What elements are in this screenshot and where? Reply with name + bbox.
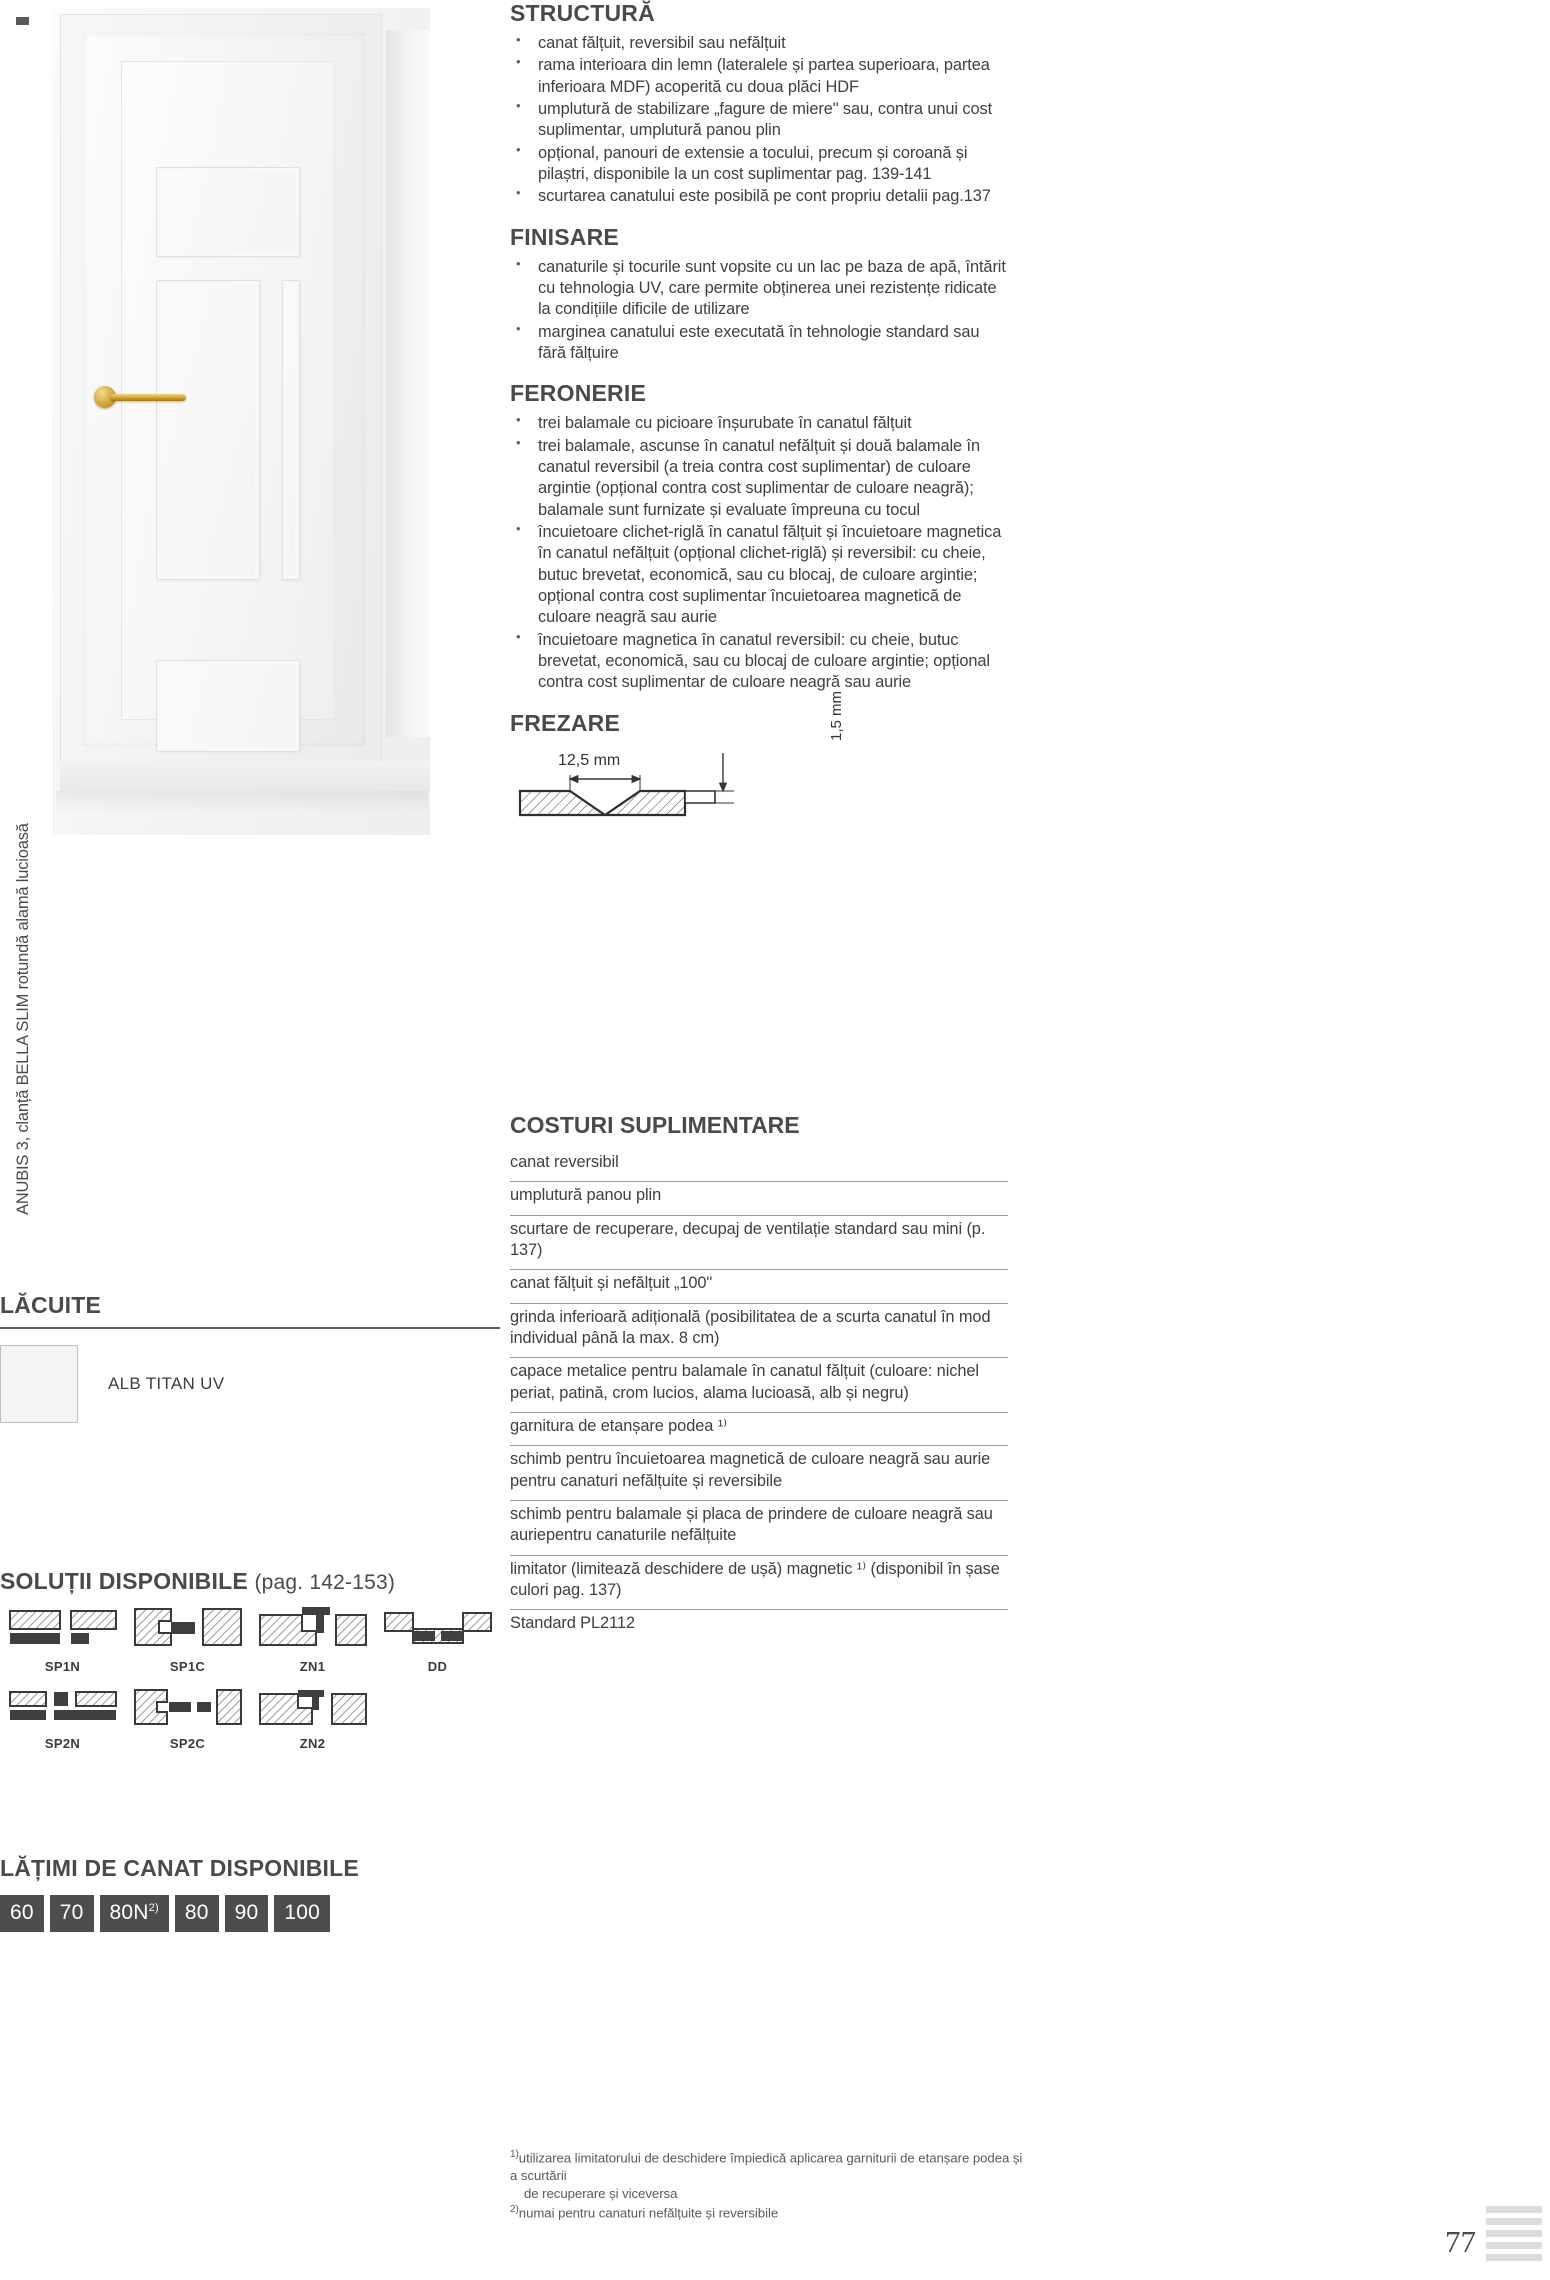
product-caption: ANUBIS 3, clanță BELLA SLIM rotundă alamă lucioasă bbox=[14, 823, 32, 1215]
door-product-photo bbox=[52, 8, 430, 835]
width-badge[interactable] bbox=[175, 1895, 219, 1932]
table-row: scurtare de recuperare, decupaj de ventilație standard sau mini (p. 137) bbox=[510, 1216, 1008, 1271]
solutie-DD[interactable] bbox=[375, 1605, 500, 1674]
table-row: capace metalice pentru balamale în canatul fălțuit (culoare: nichel periat, patină, crom lucios, alama lucioasă, alb și negru) bbox=[510, 1358, 1008, 1413]
finisare-list bbox=[510, 257, 1010, 365]
solutie-label: ZN2 bbox=[299, 1736, 326, 1751]
door-shadow bbox=[56, 791, 428, 813]
footnote-marker: 2) bbox=[510, 2203, 519, 2215]
footnote-text: numai pentru canaturi nefălțuite și reversibile bbox=[518, 2205, 779, 2221]
list-item: • trei balamale cu picioare înșurubate în canatul fălțuit bbox=[510, 413, 1010, 434]
footnotes bbox=[510, 2148, 1030, 2222]
list-item: • rama interioara din lemn (lateralele și partea superioara, partea inferioara MDF) acoperită cu doua plăci HDF bbox=[510, 55, 1010, 98]
solutie-label: ZN1 bbox=[299, 1659, 326, 1674]
width-value: 60 bbox=[10, 1901, 34, 1924]
width-badge[interactable] bbox=[50, 1895, 94, 1932]
width-badges bbox=[0, 1895, 330, 1932]
door-panel-mid-left bbox=[156, 280, 260, 580]
zn1-diagram-icon bbox=[258, 1605, 368, 1657]
solutie-SP2N[interactable] bbox=[0, 1688, 125, 1751]
list-item: • marginea canatului este executată în tehnologie standard sau fără fălțuire bbox=[510, 322, 1010, 365]
lacuite-section bbox=[0, 1292, 500, 1329]
solutie-ZN1[interactable] bbox=[250, 1605, 375, 1674]
frezare-horizontal-dim: 12,5 mm bbox=[558, 751, 621, 769]
door-panel-top bbox=[156, 167, 300, 257]
footnote-1 bbox=[510, 2148, 1030, 2203]
footnote-2 bbox=[510, 2203, 1030, 2222]
door-panel-mid-right bbox=[282, 280, 300, 580]
solutie-SP1C[interactable] bbox=[125, 1605, 250, 1674]
width-value: 80N bbox=[109, 1901, 149, 1924]
solutie-label: SP1C bbox=[169, 1659, 206, 1674]
sp2c-diagram-icon bbox=[133, 1688, 243, 1734]
table-row: Standard PL2112 bbox=[510, 1614, 635, 1633]
solutii-row-1 bbox=[0, 1605, 500, 1674]
solutie-label: SP2C bbox=[169, 1736, 206, 1751]
lacuite-heading: LĂCUITE bbox=[0, 1292, 102, 1318]
table-row: umplutură panou plin bbox=[510, 1182, 1008, 1215]
door-base bbox=[60, 761, 430, 791]
width-value: 70 bbox=[59, 1901, 84, 1924]
door-right-edge bbox=[386, 30, 430, 737]
frezare-heading: FREZARE bbox=[510, 709, 621, 736]
width-value: 100 bbox=[284, 1901, 321, 1924]
table-row: canat fălțuit și nefălțuit „100" bbox=[510, 1270, 1008, 1303]
frezare-profile-icon bbox=[510, 743, 750, 848]
page-edge-stripes-icon bbox=[1486, 2206, 1542, 2266]
list-item: • încuietoare clichet-riglă în canatul fălțuit și încuietoare magnetica în canatul nefălțuit (opțional clichet-riglă) și reversibil: cu cheie, butuc brevetat, economică, sau cu blocaj, de culoare argintie; opțional contra cost suplimentar încuietoarea magnetică de culoare neagră sau aurie bbox=[510, 522, 1010, 629]
solutie-ZN2[interactable] bbox=[250, 1688, 375, 1751]
solutii-heading-main: SOLUȚII DISPONIBILE bbox=[0, 1568, 248, 1594]
solutii-row-2 bbox=[0, 1688, 500, 1751]
left-column bbox=[0, 0, 500, 2280]
table-row: grinda inferioară adițională (posibilitatea de a scurta canatul în mod individual până la max. 8 cm) bbox=[510, 1304, 1008, 1359]
solutie-SP2C[interactable] bbox=[125, 1688, 250, 1751]
solutie-label: DD bbox=[427, 1659, 448, 1674]
zn2-diagram-icon bbox=[258, 1688, 368, 1734]
sp1c-diagram-icon bbox=[133, 1605, 243, 1657]
table-row: schimb pentru balamale și placa de prindere de culoare neagră sau auriepentru canaturile nefălțuite bbox=[510, 1501, 1008, 1556]
list-item: • trei balamale, ascunse în canatul nefălțuit și două balamale în canatul reversibil (a treia contra cost suplimentar) de culoare argintie (opțional contra cost suplimentar de culoare neagră); balamale sunt furnizate și evaluate împreuna cu tocul bbox=[510, 436, 1010, 521]
feronerie-list bbox=[510, 413, 1010, 693]
width-value: 80 bbox=[184, 1901, 209, 1924]
dd-diagram-icon bbox=[383, 1605, 493, 1657]
list-item: • canaturile și tocurile sunt vopsite cu un lac pe baza de apă, întărit cu tehnologia UV, care permite obținerea unei rezistențe ridicate la condițiile dificile de utilizare bbox=[510, 257, 1010, 321]
solutii-section bbox=[0, 1568, 500, 1595]
structura-list bbox=[510, 33, 1010, 208]
list-item: • încuietoare magnetica în canatul reversibil: cu cheie, butuc brevetat, economică, sau cu blocaj de culoare argintie; opțional contra cost suplimentar de culoare neagră sau aurie bbox=[510, 630, 1010, 694]
width-badge[interactable] bbox=[0, 1895, 44, 1932]
door-leaf bbox=[121, 61, 335, 720]
list-item: • umplutură de stabilizare „fagure de miere" sau, contra unui cost suplimentar, umplutură panou plin bbox=[510, 99, 1010, 142]
swatch-row bbox=[0, 1345, 224, 1423]
table-row: schimb pentru încuietoarea magnetică de culoare neagră sau aurie pentru canaturi nefălțuite și reversibile bbox=[510, 1446, 1008, 1501]
solutie-label: SP2N bbox=[44, 1736, 81, 1751]
color-swatch-alb-titan-uv[interactable] bbox=[0, 1345, 78, 1423]
table-row: limitator (limitează deschidere de ușă) magnetic ¹⁾ (disponibil în șase culori pag. 137) bbox=[510, 1556, 1008, 1611]
sp2n-diagram-icon bbox=[8, 1688, 118, 1734]
page-number: 77 bbox=[1445, 2224, 1476, 2259]
list-item: • scurtarea canatului este posibilă pe cont propriu detalii pag.137 bbox=[510, 186, 1010, 207]
list-item: • canat fălțuit, reversibil sau nefălțuit bbox=[510, 33, 1010, 54]
width-sup: 2) bbox=[148, 1902, 159, 1914]
door-handle-lever-icon bbox=[110, 394, 186, 401]
solutii-diagram-grid bbox=[0, 1605, 500, 1751]
door-frame-inner bbox=[83, 33, 365, 746]
solutii-heading bbox=[0, 1568, 500, 1595]
footnote-text: utilizarea limitatorului de deschidere împiedică aplicarea garniturii de etanșare podea și a scurtării bbox=[510, 2150, 1023, 2184]
door-panel-bottom bbox=[156, 660, 300, 752]
finisare-heading: FINISARE bbox=[510, 223, 619, 250]
frezare-vertical-dim: 1,5 mm bbox=[828, 690, 845, 741]
structura-heading: STRUCTURĂ bbox=[510, 0, 655, 26]
footnote-marker: 1) bbox=[510, 2149, 519, 2160]
costuri-suplimentare-table bbox=[510, 1112, 1008, 1643]
width-badge[interactable] bbox=[100, 1895, 169, 1932]
width-value: 90 bbox=[234, 1901, 259, 1924]
solutie-SP1N[interactable] bbox=[0, 1605, 125, 1674]
corner-mark-icon bbox=[16, 17, 29, 25]
feronerie-heading: FERONERIE bbox=[510, 380, 646, 407]
color-swatch-label: ALB TITAN UV bbox=[108, 1374, 225, 1393]
table-row: garnitura de etanșare podea ¹⁾ bbox=[510, 1413, 1008, 1446]
width-badge[interactable] bbox=[225, 1895, 269, 1932]
right-column bbox=[510, 0, 1010, 853]
latimi-section bbox=[0, 1855, 500, 1882]
list-item: • opțional, panouri de extensie a tocului, precum și coroană și pilaștri, disponibile la un cost suplimentar pag. 139-141 bbox=[510, 143, 1010, 186]
solutie-label: SP1N bbox=[44, 1659, 81, 1674]
table-row: canat reversibil bbox=[510, 1149, 1008, 1182]
width-badge[interactable] bbox=[274, 1895, 330, 1932]
costuri-heading: COSTURI SUPLIMENTARE bbox=[510, 1112, 800, 1138]
footnote-text-cont: de recuperare și viceversa bbox=[524, 2186, 678, 2202]
sp1n-diagram-icon bbox=[8, 1605, 118, 1657]
lacuite-divider bbox=[0, 1327, 500, 1329]
solutii-heading-sub: (pag. 142-153) bbox=[254, 1571, 396, 1594]
latimi-heading: LĂȚIMI DE CANAT DISPONIBILE bbox=[0, 1855, 359, 1881]
